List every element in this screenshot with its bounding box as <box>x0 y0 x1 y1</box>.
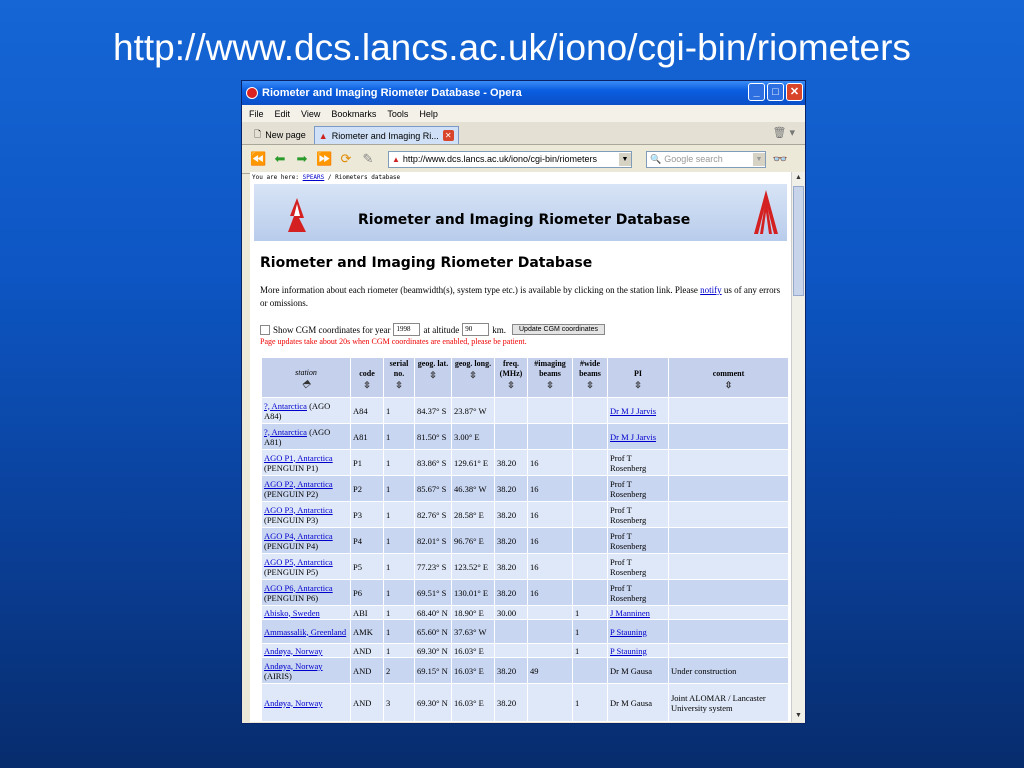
station-note: (PENGUIN P6) <box>264 592 319 603</box>
cell-long: 16.03° E <box>452 658 495 684</box>
notify-link[interactable]: notify <box>700 285 722 295</box>
col-comment[interactable] <box>669 358 789 398</box>
cell-wide: 1 <box>573 644 608 658</box>
cell-long: 123.52° E <box>452 554 495 580</box>
cell-code: P1 <box>351 450 384 476</box>
sort-icon[interactable]: ⬘ <box>301 377 311 390</box>
menu-bookmarks[interactable]: Bookmarks <box>331 108 377 119</box>
cell-pi[interactable] <box>608 398 669 424</box>
header-label: freq. (MHz) <box>499 359 523 378</box>
year-input[interactable]: 1998 <box>393 323 420 336</box>
table-row <box>262 620 789 644</box>
cell-img: 49 <box>528 658 573 684</box>
cell-station[interactable] <box>262 476 351 502</box>
table-row <box>262 476 789 502</box>
site-banner <box>254 184 787 241</box>
cell-comment <box>669 528 789 554</box>
cell-lat: 85.67° S <box>415 476 452 502</box>
tab-bar <box>242 122 805 145</box>
cell-wide <box>573 554 608 580</box>
cell-station[interactable] <box>262 424 351 450</box>
forward-icon[interactable]: ➡ <box>296 151 308 166</box>
col-station[interactable] <box>262 358 351 398</box>
cell-pi[interactable] <box>608 644 669 658</box>
cell-wide: 1 <box>573 684 608 722</box>
banner-title: Riometer and Imaging Riometer Database <box>358 212 691 228</box>
cell-station[interactable] <box>262 528 351 554</box>
station-link[interactable]: Andøya, Norway <box>264 660 323 671</box>
cell-station[interactable] <box>262 658 351 684</box>
cell-long: 96.76° E <box>452 528 495 554</box>
col-serial[interactable] <box>384 358 415 398</box>
maximize-button[interactable]: □ <box>767 83 784 101</box>
table-header-row <box>262 358 789 398</box>
chevron-down-icon[interactable]: ▼ <box>753 153 765 166</box>
cell-station[interactable] <box>262 450 351 476</box>
cell-freq <box>495 620 528 644</box>
window-titlebar[interactable] <box>242 81 805 105</box>
cell-freq: 38.20 <box>495 554 528 580</box>
search-icon: 🔍 <box>650 153 662 164</box>
cell-lat: 82.76° S <box>415 502 452 528</box>
sort-icon[interactable]: ⇳ <box>546 380 554 390</box>
cell-code: ABI <box>351 606 384 620</box>
station-note: (AIRIS) <box>264 670 292 681</box>
table-row <box>262 684 789 722</box>
station-link[interactable]: Andøya, Norway <box>264 645 323 656</box>
header-label: geog. long. <box>454 359 492 368</box>
cell-img <box>528 398 573 424</box>
reload-icon[interactable]: ⟳ <box>340 151 352 166</box>
cell-code: P5 <box>351 554 384 580</box>
scrollbar-thumb[interactable] <box>793 186 804 296</box>
edit-icon[interactable]: ✎ <box>362 151 374 166</box>
cell-wide <box>573 658 608 684</box>
sort-icon[interactable]: ⇳ <box>724 380 733 390</box>
cell-serial: 1 <box>384 424 415 450</box>
cell-long: 28.58° E <box>452 502 495 528</box>
cell-lat: 82.01° S <box>415 528 452 554</box>
tab-label: Riometer and Imaging Ri... <box>331 130 439 141</box>
cell-freq: 30.00 <box>495 606 528 620</box>
cell-freq: 38.20 <box>495 684 528 722</box>
pi-link[interactable]: Dr M J Jarvis <box>610 405 657 416</box>
cell-code: P4 <box>351 528 384 554</box>
cell-freq <box>495 424 528 450</box>
cell-code: AND <box>351 644 384 658</box>
cell-lat: 84.37° S <box>415 398 452 424</box>
header-label: #wide beams <box>579 359 601 378</box>
cell-img <box>528 684 573 722</box>
site-icon: ▲ <box>392 154 400 164</box>
cell-wide: 1 <box>573 620 608 644</box>
cell-freq <box>495 644 528 658</box>
cell-long: 3.00° E <box>452 424 495 450</box>
cell-code: A81 <box>351 424 384 450</box>
cell-station[interactable] <box>262 620 351 644</box>
menu-view[interactable]: View <box>301 108 321 119</box>
menubar <box>242 105 805 122</box>
cell-station[interactable] <box>262 398 351 424</box>
cell-pi[interactable] <box>608 606 669 620</box>
cell-img: 16 <box>528 476 573 502</box>
col-imaging[interactable] <box>528 358 573 398</box>
browser-window <box>241 80 806 724</box>
cell-code: AND <box>351 684 384 722</box>
cell-comment <box>669 620 789 644</box>
col-wide[interactable] <box>573 358 608 398</box>
col-freq[interactable] <box>495 358 528 398</box>
cgm-label: Show CGM coordinates for year <box>273 324 391 335</box>
table-row <box>262 580 789 606</box>
cell-freq: 38.20 <box>495 528 528 554</box>
station-note: (PENGUIN P2) <box>264 488 319 499</box>
update-warning: Page updates take about 20s when CGM coordinates are enabled, please be patient. <box>260 337 527 346</box>
header-label: serial no. <box>389 359 409 378</box>
header-label: station <box>295 367 317 377</box>
station-link[interactable]: ?, Antarctica <box>264 400 307 411</box>
cell-pi: Prof T Rosenberg <box>608 476 669 502</box>
station-note: (PENGUIN P5) <box>264 566 319 577</box>
cell-img <box>528 606 573 620</box>
col-lat[interactable] <box>415 358 452 398</box>
cell-freq: 38.20 <box>495 450 528 476</box>
scroll-up-icon[interactable]: ▲ <box>795 174 802 181</box>
intro-text <box>260 284 781 310</box>
intro-tail: us of any errors or omissions. <box>260 285 781 308</box>
station-note: (PENGUIN P1) <box>264 462 319 473</box>
menu-file[interactable]: File <box>249 108 264 119</box>
cell-freq <box>495 398 528 424</box>
site-icon: ▲ <box>318 130 328 141</box>
station-link[interactable]: AGO P4, Antarctica <box>264 530 333 541</box>
cell-code: P6 <box>351 580 384 606</box>
cell-code: A84 <box>351 398 384 424</box>
table-row <box>262 658 789 684</box>
cell-wide <box>573 502 608 528</box>
cell-code: AMK <box>351 620 384 644</box>
header-label: comment <box>712 369 745 378</box>
spears-logo-icon <box>285 196 309 234</box>
breadcrumb-prefix: You are here: <box>252 174 299 181</box>
cell-lat: 69.30° N <box>415 684 452 722</box>
altitude-label: at altitude <box>423 324 460 335</box>
slide-title: http://www.dcs.lancs.ac.uk/iono/cgi-bin/riometers <box>113 27 911 68</box>
intro-body: More information about each riometer (beamwidth(s), system type etc.) is available by clicking on the station link. Please <box>260 285 698 295</box>
cell-lat: 69.15° N <box>415 658 452 684</box>
cell-comment <box>669 606 789 620</box>
cgm-checkbox[interactable] <box>260 325 270 335</box>
cell-code: P3 <box>351 502 384 528</box>
search-input[interactable]: Google search <box>664 154 723 164</box>
riometer-table <box>261 357 789 722</box>
cell-wide <box>573 398 608 424</box>
cell-wide <box>573 580 608 606</box>
table-row <box>262 606 789 620</box>
tab-riometer[interactable] <box>314 126 459 144</box>
search-box[interactable] <box>646 151 766 168</box>
cell-img <box>528 424 573 450</box>
cell-pi: Dr M Gausa <box>608 684 669 722</box>
pi-link[interactable]: P Stauning <box>610 645 647 656</box>
cell-pi: Dr M Gausa <box>608 658 669 684</box>
station-link[interactable]: Abisko, Sweden <box>264 607 320 618</box>
cell-comment <box>669 644 789 658</box>
cell-comment <box>669 580 789 606</box>
cell-comment <box>669 476 789 502</box>
cell-pi: Prof T Rosenberg <box>608 528 669 554</box>
km-label: km. <box>492 324 506 335</box>
zoom-icon[interactable]: 👓 <box>772 152 788 166</box>
cell-img <box>528 644 573 658</box>
cell-lat: 77.23° S <box>415 554 452 580</box>
cell-station[interactable] <box>262 684 351 722</box>
chevron-down-icon[interactable]: ▼ <box>619 153 631 166</box>
station-link[interactable]: AGO P1, Antarctica <box>264 452 333 463</box>
cell-code: AND <box>351 658 384 684</box>
cell-station[interactable] <box>262 644 351 658</box>
col-pi[interactable] <box>608 358 669 398</box>
station-link[interactable]: ?, Antarctica <box>264 426 307 437</box>
breadcrumb-current: / Riometers database <box>327 174 401 181</box>
sort-icon[interactable]: ⇳ <box>507 380 515 390</box>
header-label: code <box>359 369 375 378</box>
cell-lat: 81.50° S <box>415 424 452 450</box>
cell-lat: 69.51° S <box>415 580 452 606</box>
cell-long: 16.03° E <box>452 644 495 658</box>
cell-comment <box>669 424 789 450</box>
riometer-logo-icon <box>750 188 782 236</box>
table-row <box>262 450 789 476</box>
page-content <box>250 172 791 722</box>
cell-long: 18.90° E <box>452 606 495 620</box>
cell-station[interactable] <box>262 554 351 580</box>
cell-station[interactable] <box>262 580 351 606</box>
cell-img: 16 <box>528 502 573 528</box>
cell-lat: 69.30° N <box>415 644 452 658</box>
back-icon[interactable]: ⬅ <box>274 151 286 166</box>
menu-help[interactable]: Help <box>419 108 438 119</box>
cell-freq: 38.20 <box>495 476 528 502</box>
pi-link[interactable]: P Stauning <box>610 626 647 637</box>
cell-serial: 2 <box>384 658 415 684</box>
cell-station[interactable] <box>262 502 351 528</box>
header-label: PI <box>634 369 642 378</box>
cell-comment <box>669 450 789 476</box>
cell-code: P2 <box>351 476 384 502</box>
minimize-button[interactable]: _ <box>748 83 765 101</box>
cell-lat: 83.86° S <box>415 450 452 476</box>
tab-label: New page <box>265 130 306 140</box>
page-title: Riometer and Imaging Riometer Database <box>260 255 593 271</box>
station-link[interactable]: AGO P5, Antarctica <box>264 556 333 567</box>
cell-wide <box>573 528 608 554</box>
cell-lat: 68.40° N <box>415 606 452 620</box>
table-row <box>262 554 789 580</box>
menu-edit[interactable]: Edit <box>274 108 291 119</box>
table-row <box>262 424 789 450</box>
scroll-down-icon[interactable]: ▼ <box>795 712 802 719</box>
header-label: geog. lat. <box>417 359 449 368</box>
station-link[interactable]: AGO P2, Antarctica <box>264 478 333 489</box>
navigation-bar <box>242 145 805 174</box>
pi-link[interactable]: J Manninen <box>610 607 650 618</box>
address-bar[interactable] <box>388 151 632 168</box>
cell-pi: Prof T Rosenberg <box>608 502 669 528</box>
cell-station[interactable] <box>262 606 351 620</box>
address-input[interactable]: http://www.dcs.lancs.ac.uk/iono/cgi-bin/riometers <box>402 154 598 164</box>
cell-long: 46.38° W <box>452 476 495 502</box>
col-long[interactable] <box>452 358 495 398</box>
cell-img: 16 <box>528 450 573 476</box>
table-body <box>262 398 789 722</box>
station-note: (PENGUIN P4) <box>264 540 319 551</box>
table-row <box>262 398 789 424</box>
cell-comment: Under construction <box>669 658 789 684</box>
cell-lat: 65.60° N <box>415 620 452 644</box>
station-note: (AGO A81) <box>264 426 331 447</box>
cell-img: 16 <box>528 580 573 606</box>
cell-wide <box>573 450 608 476</box>
cell-serial: 1 <box>384 580 415 606</box>
cell-freq: 38.20 <box>495 502 528 528</box>
header-label: #imaging beams <box>534 359 566 378</box>
cgm-controls <box>260 323 791 336</box>
cell-serial: 1 <box>384 528 415 554</box>
cell-serial: 1 <box>384 476 415 502</box>
breadcrumb-link[interactable]: SPEARS <box>302 174 325 181</box>
cell-long: 129.61° E <box>452 450 495 476</box>
cell-pi[interactable] <box>608 620 669 644</box>
cell-serial: 1 <box>384 398 415 424</box>
cell-freq: 38.20 <box>495 580 528 606</box>
cell-comment <box>669 398 789 424</box>
station-link[interactable]: AGO P3, Antarctica <box>264 504 333 515</box>
cell-serial: 1 <box>384 644 415 658</box>
page-icon: 🗋 <box>254 129 262 139</box>
cell-wide <box>573 424 608 450</box>
sort-icon[interactable]: ⇳ <box>634 380 642 390</box>
tab-new-page[interactable] <box>250 126 310 144</box>
cell-img <box>528 620 573 644</box>
cell-comment <box>669 554 789 580</box>
cell-serial: 1 <box>384 554 415 580</box>
fast-forward-icon[interactable]: ⏩ <box>316 151 333 166</box>
sort-icon[interactable]: ⇳ <box>395 380 403 390</box>
cell-comment <box>669 502 789 528</box>
sort-icon[interactable]: ⇳ <box>429 370 437 380</box>
cell-comment: Joint ALOMAR / Lancaster University system <box>669 684 789 722</box>
cell-img: 16 <box>528 554 573 580</box>
cell-long: 130.01° E <box>452 580 495 606</box>
cell-serial: 1 <box>384 450 415 476</box>
cell-pi[interactable] <box>608 424 669 450</box>
opera-icon <box>246 87 258 99</box>
station-link[interactable]: Ammassalik, Greenland <box>264 626 347 637</box>
station-note: (PENGUIN P3) <box>264 514 319 525</box>
sort-icon[interactable]: ⇳ <box>586 380 594 390</box>
cell-long: 37.63° W <box>452 620 495 644</box>
cell-img: 16 <box>528 528 573 554</box>
pi-link[interactable]: Dr M J Jarvis <box>610 431 657 442</box>
station-note: (AGO A84) <box>264 400 331 421</box>
update-cgm-button[interactable]: Update CGM coordinates <box>512 324 605 335</box>
cell-wide: 1 <box>573 606 608 620</box>
table-row <box>262 644 789 658</box>
station-link[interactable]: AGO P6, Antarctica <box>264 582 333 593</box>
cell-serial: 1 <box>384 620 415 644</box>
close-button[interactable]: ✕ <box>786 83 803 101</box>
table-row <box>262 528 789 554</box>
cell-wide <box>573 476 608 502</box>
rewind-icon[interactable]: ⏪ <box>250 151 267 166</box>
col-code[interactable] <box>351 358 384 398</box>
cell-long: 16.03° E <box>452 684 495 722</box>
cell-serial: 3 <box>384 684 415 722</box>
vertical-scrollbar[interactable] <box>791 172 805 722</box>
table-row <box>262 502 789 528</box>
window-title: Riometer and Imaging Riometer Database - Opera <box>262 87 522 99</box>
altitude-input[interactable]: 90 <box>462 323 489 336</box>
cell-freq: 38.20 <box>495 658 528 684</box>
cell-long: 23.87° W <box>452 398 495 424</box>
cell-pi: Prof T Rosenberg <box>608 450 669 476</box>
menu-tools[interactable]: Tools <box>387 108 409 119</box>
sort-icon[interactable]: ⇳ <box>469 370 477 380</box>
breadcrumb <box>250 172 791 184</box>
sort-icon[interactable]: ⇳ <box>363 380 371 390</box>
tab-close-icon[interactable]: ✕ <box>443 130 454 141</box>
cell-serial: 1 <box>384 606 415 620</box>
cell-pi: Prof T Rosenberg <box>608 580 669 606</box>
cell-serial: 1 <box>384 502 415 528</box>
trash-icon[interactable]: 🗑 ▾ <box>772 127 795 139</box>
cell-pi: Prof T Rosenberg <box>608 554 669 580</box>
station-link[interactable]: Andøya, Norway <box>264 697 323 708</box>
